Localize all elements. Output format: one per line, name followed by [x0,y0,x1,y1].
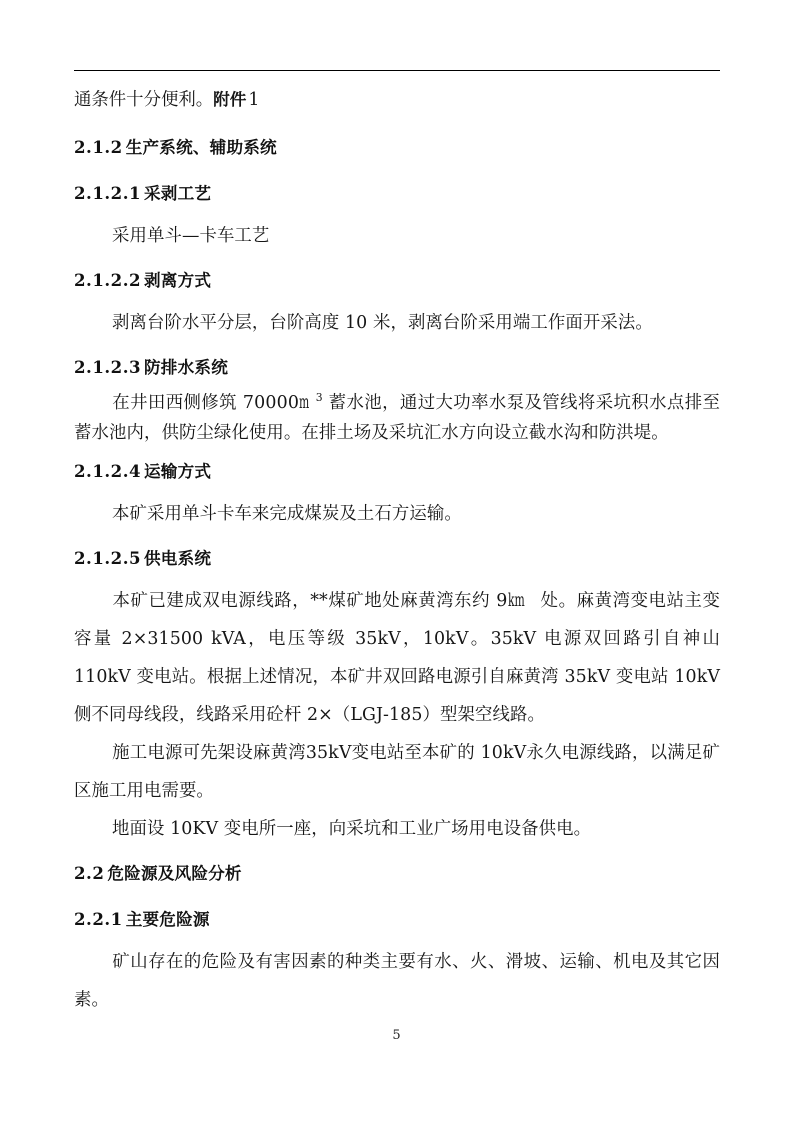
lead-line [74,80,720,120]
heading-2-1-2-2-number: 2.1.2.2 [74,270,142,290]
reservoir-volume-value: 70000 [242,393,300,413]
lead-regular-text: 通条件十分便利。 [74,90,214,110]
reservoir-text-before: 在井田西侧修筑 [112,393,243,413]
paragraph-power-supply-3 [74,810,720,848]
heading-2-1-2-2-text: 剥离方式 [144,271,212,290]
heading-2-2-number: 2.2 [74,863,105,883]
heading-2-1-2 [74,127,720,168]
heading-2-1-2-5 [74,538,720,579]
reservoir-volume-unit-wrap [299,388,316,418]
heading-2-1-2-1 [74,173,720,214]
document-body [74,80,720,1019]
heading-2-1-2-2 [74,260,720,301]
power-text-b: 处。麻黄湾变电站主变容量 2×31500 kVA，电压等级 35kV，10kV。35kV 电源双回路引自神山 110kV 变电站。根据上述情况，本矿井双回路电源引自麻黄湾 35kV 变电站 10kV 侧不同母线段，线路采用砼杆 2×（LGJ-185）型架空线路。 [74,591,720,725]
heading-2-1-2-1-number: 2.1.2.1 [74,183,142,203]
heading-2-2-1 [74,899,720,940]
heading-2-2-1-number: 2.2.1 [74,909,123,929]
heading-2-2-text: 危险源及风险分析 [107,864,242,883]
paragraph-2-2-1 [74,943,720,1019]
paragraph-2-1-2-4-text: 本矿采用单斗卡车来完成煤炭及土石方运输。 [112,504,462,524]
page-number: 5 [392,1028,401,1043]
heading-2-1-2-3-number: 2.1.2.3 [74,357,142,377]
lead-bold-text: 附件 [213,90,247,109]
heading-2-2-1-text: 主要危险源 [125,910,210,929]
paragraph-2-1-2-2 [74,304,720,342]
heading-2-1-2-4-text: 运输方式 [144,462,212,481]
paragraph-2-2-1-text: 矿山存在的危险及有害因素的种类主要有水、火、滑坡、运输、机电及其它因素。 [74,952,720,1010]
paragraph-power-supply-2 [74,734,720,810]
paragraph-power-supply-3-text: 地面设 10KV 变电所一座，向采坑和工业广场用电设备供电。 [112,819,592,839]
heading-2-2 [74,853,720,894]
reservoir-volume-unit: m [299,393,310,413]
heading-2-1-2-4-number: 2.1.2.4 [74,461,142,481]
lead-number-text: 1 [248,90,260,110]
distance-unit-wrap [508,582,535,620]
power-text-a: 本矿已建成双电源线路，**煤矿地处麻黄湾东约 [112,591,497,611]
heading-2-1-2-1-text: 采剥工艺 [144,184,212,203]
distance-unit: km [507,591,525,611]
paragraph-power-supply-2-text: 施工电源可先架设麻黄湾35kV变电站至本矿的 10kV永久电源线路，以满足矿区施工用电需要。 [74,743,720,801]
paragraph-2-1-2-2-text: 剥离台阶水平分层，台阶高度 10 米，剥离台阶采用端工作面开采法。 [112,313,653,333]
heading-2-1-2-3-text: 防排水系统 [144,358,228,377]
distance-value: 9 [496,591,508,611]
heading-2-1-2-number: 2.1.2 [74,137,123,157]
reservoir-text-after: 蓄水池，通过大功率水泵及管线将采坑积水点排至蓄水池内，供防尘绿化使用。在排土场及采坑汇水方向设立截水沟和防洪堤。 [74,393,720,443]
heading-2-1-2-5-text: 供电系统 [144,549,212,568]
paragraph-power-supply-1 [74,582,720,734]
header-rule [74,70,720,71]
heading-2-1-2-4 [74,451,720,492]
heading-2-1-2-5-number: 2.1.2.5 [74,548,142,568]
heading-2-1-2-text: 生产系统、辅助系统 [125,138,277,157]
paragraph-2-1-2-4 [74,495,720,533]
paragraph-2-1-2-1 [74,217,720,255]
reservoir-volume-superscript: 3 [315,391,323,405]
heading-2-1-2-3 [74,347,720,388]
paragraph-2-1-2-1-text: 采用单斗—卡车工艺 [112,226,270,246]
paragraph-2-1-2-3 [74,388,720,448]
